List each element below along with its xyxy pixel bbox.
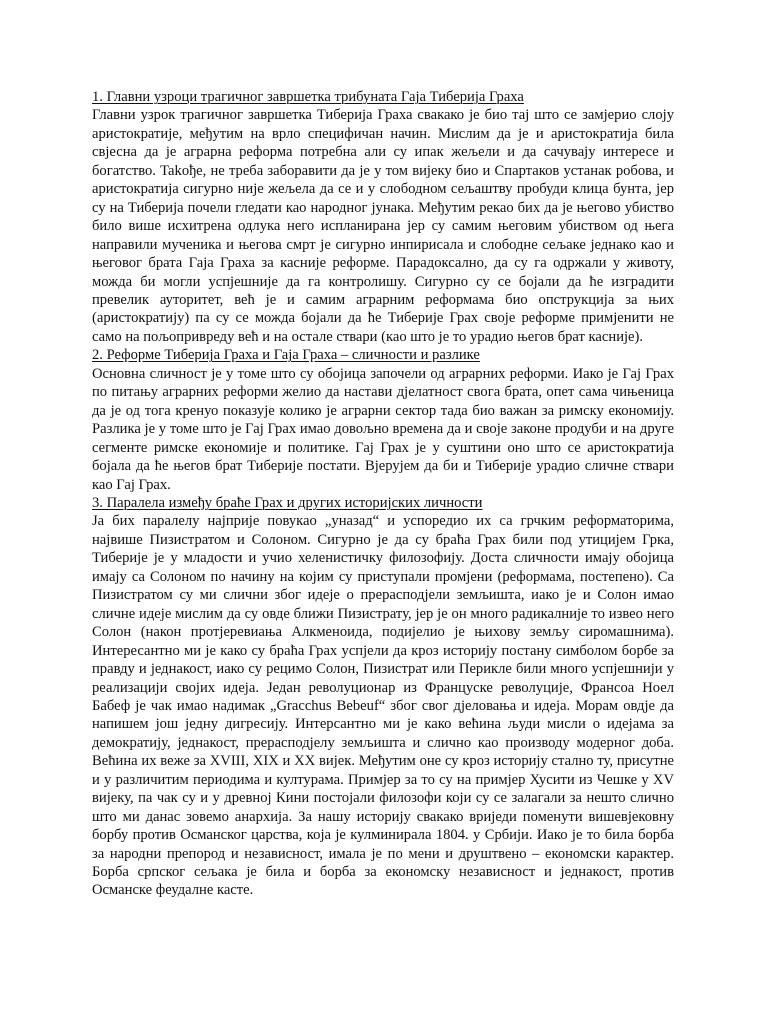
section-3 — [92, 494, 674, 900]
document-page — [92, 88, 674, 900]
section-2-heading: 2. Реформе Тиберија Граха и Гаја Граха – сличности и разлике — [92, 347, 480, 364]
section-1-paragraph: Главни узрок трагичног завршетка Тиберија Граха свакако је био тај што се замјерио слоју аристократије, међутим на врло специфичан начин. Мислим да је и аристократија била свјесна да је аграрна реформа потребна али су ипак жељели и да сачувају интересе и богатство. Takође, не треба заборавити да је у том вијеку био и Спартаков устанак робова, и аристократија сигурно није жељела да се и у слободном сељаштву пробуди клица бунта, јер су на Тиберија почели гледати као народног јунака. Међутим рекао бих да је његово убиство било више исхитрена одлука него испланирана јер су самим његовим убиством од њега направили мученика и његова смрт је сигурно инпирисала и слободне сељаке једнако као и његовог брата Гаја Граха за касније реформе. Парадоксално, да су га одржали у животу, можда би могли успјешније да га контролишу. Сигурно су се бојали да ће изградити превелик ауторитет, већ је и самим аграрним реформама био опструкција за њих (аристократију) па су се можда бојали да ће Тиберије Грах своје реформе примјенити не само на пољопривреду већ и на остале ствари (као што је то урадио његов брат касније). — [92, 107, 674, 345]
section-1 — [92, 88, 674, 346]
section-2 — [92, 346, 674, 494]
section-3-paragraph: Ја бих паралелу најприје повукао „уназад“ и успоредио их са грчким реформаторима, највише Пизистратом и Солоном. Сигурно је да су браћа Грах били под утицијем Грка, Тиберије је у младости и учио хеленистичку филозофију. Доста сличности имају обојица имају са Солоном по начину на којим су приступали промјени (реформама, постепено). Са Пизистратом су ми слични због идеје о прерасподјели земљишта, иако је и Солон имао сличне идеје мислим да су овде ближи Пизистрату, јер је он много радикалније то извео него Солон (након протјеревиања Алкменоида, подијелио је њихову земљу сиромашнима). Интересантно ми је како су браћа Грах успјели да кроз историју постану симболом борбе за правду и једнакост, иако су рецимо Солон, Пизистрат или Перикле били много успјешнији у реализацији својих идеја. Један револуционар из Француске револуције, Франсоа Ноел Бабеф је чак имао надимак „Gracchus Bebeuf“ због свог дјеловања и идеја. Морам овдје да напишем још једну дигресију. Интерсантно ми је како већина људи мисли о идејама за демократију, једнакост, прерасподјелу земљишта и слично као производу модерног доба. Већина их веже за XVIII, XIX и XX вијек. Међутим оне су кроз историју стално ту, присутне и у различитим периодима и културама. Примјер за то су на примјер Хусити из Чешке у XV вијеку, па чак су и у древној Кини постојали филозофи који су се залагали за нешто слично што ми данас зовемо анархија. За нашу историју свакако вриједи поменути вишевјековну борбу против Османског царства, која је кулминирала 1804. у Србији. Иако је то била борба за народни препород и независност, имала је по мени и друштвено – економски карактер. Борба српског сељака је била и борба за економску независност и једнакост, против Османске феудалне касте. — [92, 513, 674, 899]
section-2-paragraph: Основна сличност је у томе што су обојица започели од аграрних реформи. Иако је Гај Грах по питању аграрних реформи желио да настави дјелатност свога брата, опет сама чињеница да је од тога кренуо показује колико је аграрни сектор тада био важан за римску економију. Разлика је у томе што је Гај Грах имао довољно времена да и своје законе продуби и на друге сегменте римске економије и политике. Гај Грах је у суштини оно што се аристократија бојала да ће његов брат Тиберије постати. Вјерујем да би и Тиберије урадио сличне ствари као Гај Грах. — [92, 365, 674, 493]
section-3-heading: 3. Паралела између браће Грах и других историјских личности — [92, 494, 483, 511]
section-1-heading: 1. Главни узроци трагичног завршетка трибуната Гаја Тиберија Граха — [92, 89, 524, 105]
